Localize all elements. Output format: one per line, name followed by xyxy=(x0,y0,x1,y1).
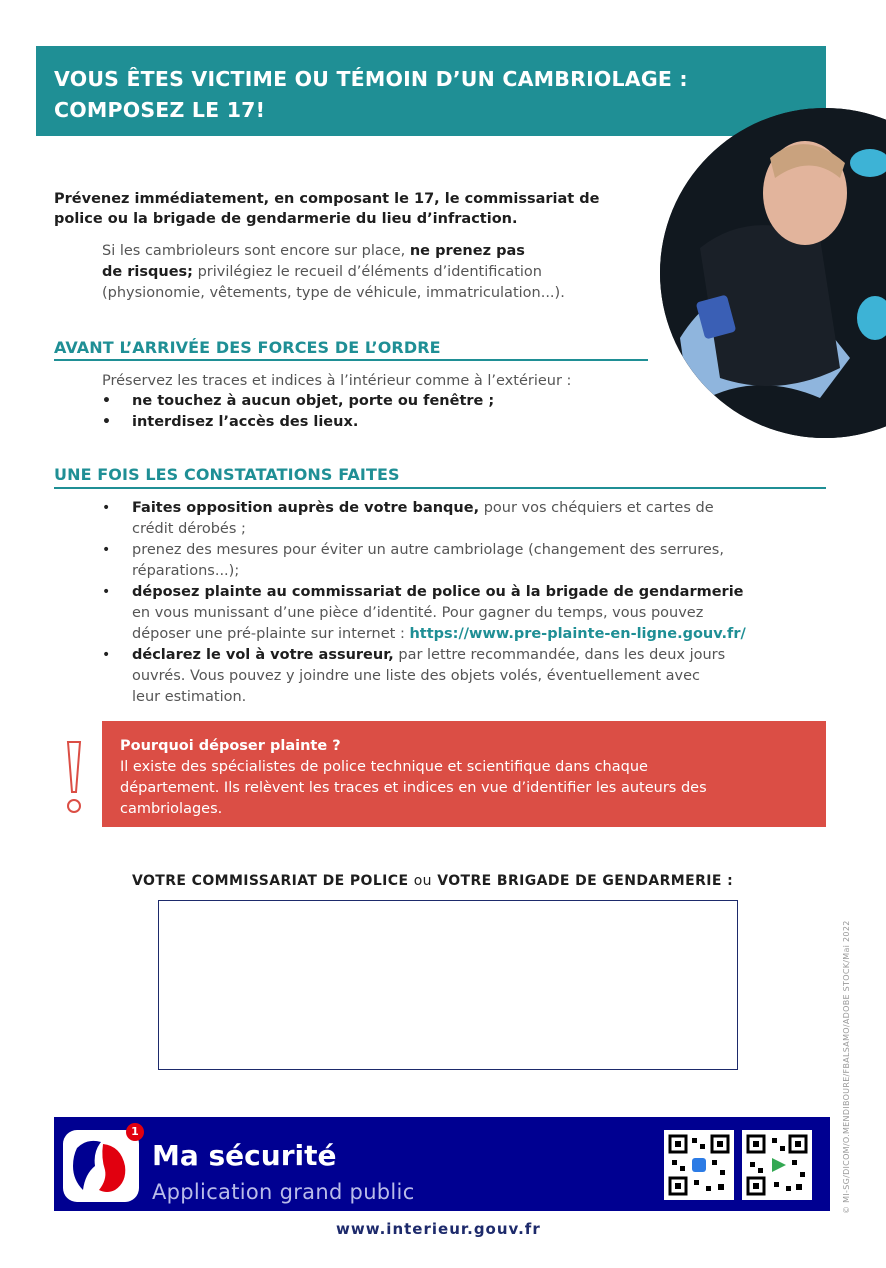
intro-line1: Prévenez immédiatement, en composant le 17, le commissariat de xyxy=(54,191,600,207)
item-emphasis: déclarez le vol à votre assureur, xyxy=(132,647,394,663)
list-item xyxy=(102,540,802,582)
header-title-line1: VOUS ÊTES VICTIME OU TÉMOIN D’UN CAMBRIOLAGE : xyxy=(54,67,688,91)
list-item xyxy=(102,498,802,540)
website-link[interactable]: www.interieur.gouv.fr xyxy=(336,1220,541,1238)
apres-list xyxy=(102,498,802,708)
advice-text: privilégiez le recueil d’éléments d’identification xyxy=(192,264,542,280)
header-title-line2: COMPOSEZ LE 17! xyxy=(54,98,266,122)
list-item: • interdisez l’accès des lieux. xyxy=(102,412,622,433)
advice-line3: (physionomie, vêtements, type de véhicule, immatriculation...). xyxy=(102,285,565,301)
alert-line3: cambriolages. xyxy=(120,801,223,817)
advice-line1 xyxy=(102,241,525,262)
item-text: leur estimation. xyxy=(132,689,247,705)
alert-line1: Il existe des spécialistes de police technique et scientifique dans chaque xyxy=(120,759,648,775)
item-text: prenez des mesures pour éviter un autre cambriolage (changement des serrures, xyxy=(132,542,724,558)
contact-title-part: VOTRE BRIGADE DE GENDARMERIE : xyxy=(431,873,734,889)
warning-icon xyxy=(60,740,88,820)
item-emphasis: déposez plainte au commissariat de police ou à la brigade de gendarmerie xyxy=(132,584,744,600)
notification-badge: 1 xyxy=(126,1123,144,1141)
list-item: • ne touchez à aucun objet, porte ou fenêtre ; xyxy=(102,391,622,412)
advice-text: Si les cambrioleurs sont encore sur place, xyxy=(102,243,410,259)
intro-line2: police ou la brigade de gendarmerie du lieu d’infraction. xyxy=(54,211,518,227)
alert-title: Pourquoi déposer plainte ? xyxy=(120,738,341,754)
item-text: en vous munissant d’une pièce d’identité. Pour gagner du temps, vous pouvez xyxy=(132,605,704,621)
contact-write-box[interactable] xyxy=(158,900,738,1070)
info-alert-box xyxy=(102,721,826,827)
section-divider xyxy=(54,359,648,361)
list-item xyxy=(102,582,802,645)
item-text: réparations...); xyxy=(132,563,240,579)
item-text: crédit dérobés ; xyxy=(132,521,246,537)
advice-line2 xyxy=(102,262,542,283)
avant-list xyxy=(102,391,622,433)
ma-securite-app-icon[interactable] xyxy=(63,1130,139,1202)
google-play-qr-icon[interactable] xyxy=(742,1130,812,1200)
app-name: Ma sécurité xyxy=(152,1139,337,1172)
contact-title xyxy=(132,873,733,889)
contact-title-or: ou xyxy=(413,873,432,889)
section-title-apres: UNE FOIS LES CONSTATATIONS FAITES xyxy=(54,465,400,484)
section-divider xyxy=(54,487,826,489)
pre-plainte-link[interactable]: https://www.pre-plainte-en-ligne.gouv.fr/ xyxy=(409,626,746,642)
list-item xyxy=(102,645,802,708)
gendarme-photo xyxy=(660,108,886,438)
app-store-qr-icon[interactable] xyxy=(664,1130,734,1200)
item-text: pour vos chéquiers et cartes de xyxy=(479,500,714,516)
item-text: par lettre recommandée, dans les deux jours xyxy=(393,647,726,663)
section-title-avant: AVANT L’ARRIVÉE DES FORCES DE L’ORDRE xyxy=(54,338,441,357)
avant-intro: Préservez les traces et indices à l’intérieur comme à l’extérieur : xyxy=(102,373,572,389)
item-text: déposer une pré-plainte sur internet : xyxy=(132,626,410,642)
item-text: ouvrés. Vous pouvez y joindre une liste des objets volés, éventuellement avec xyxy=(132,668,701,684)
photo-credit: © MI-SG/DICOM/O.MENDIBOURE/FBALSAMO/ADOBE STOCK/Mai 2022 xyxy=(842,920,851,1214)
contact-title-part: VOTRE COMMISSARIAT DE POLICE xyxy=(132,873,414,889)
alert-line2: département. Ils relèvent les traces et indices en vue d’identifier les auteurs des xyxy=(120,780,707,796)
item-emphasis: Faites opposition auprès de votre banque, xyxy=(132,500,480,516)
advice-emphasis: ne prenez pas xyxy=(409,243,525,259)
app-subtitle: Application grand public xyxy=(152,1180,415,1204)
advice-emphasis: de risques; xyxy=(102,264,193,280)
page-header xyxy=(36,46,826,136)
